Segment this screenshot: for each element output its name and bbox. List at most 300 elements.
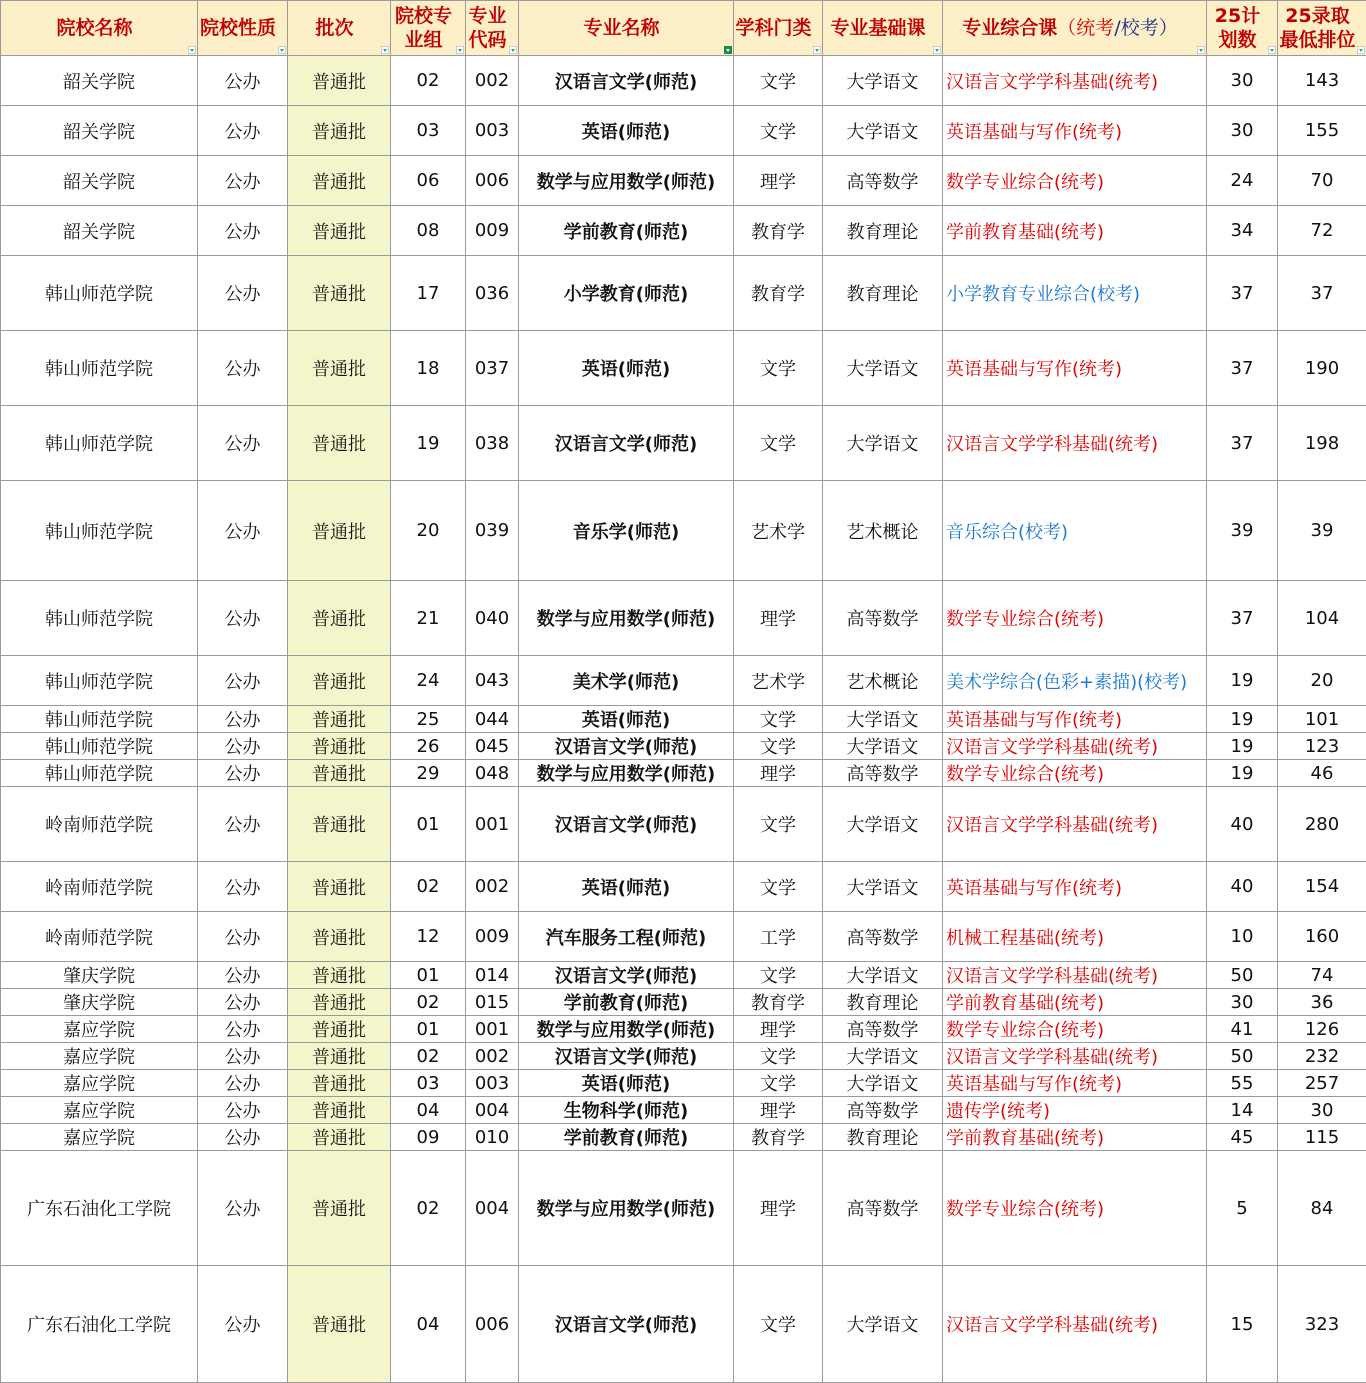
cell-plan[interactable]: 15	[1207, 1266, 1278, 1383]
cell-group[interactable]: 24	[391, 656, 466, 706]
cell-rank[interactable]: 323	[1278, 1266, 1366, 1383]
cell-basic[interactable]: 高等数学	[823, 912, 943, 962]
header-basic[interactable]: 专业基础课	[823, 1, 943, 56]
cell-code[interactable]: 014	[466, 962, 519, 989]
cell-plan[interactable]: 37	[1207, 331, 1278, 406]
cell-group[interactable]: 18	[391, 331, 466, 406]
cell-code[interactable]: 015	[466, 989, 519, 1016]
cell-category[interactable]: 教育学	[734, 206, 823, 256]
cell-code[interactable]: 040	[466, 581, 519, 656]
cell-code[interactable]: 002	[466, 56, 519, 106]
cell-code[interactable]: 010	[466, 1124, 519, 1151]
cell-category[interactable]: 文学	[734, 862, 823, 912]
cell-code[interactable]: 004	[466, 1151, 519, 1266]
cell-category[interactable]: 文学	[734, 1070, 823, 1097]
cell-rank[interactable]: 39	[1278, 481, 1366, 581]
cell-major[interactable]: 汉语言文学(师范)	[519, 1266, 734, 1383]
cell-batch[interactable]: 普通批	[288, 256, 391, 331]
cell-school[interactable]: 韩山师范学院	[1, 331, 198, 406]
cell-comprehensive[interactable]: 汉语言文学学科基础(统考)	[943, 733, 1207, 760]
cell-plan[interactable]: 5	[1207, 1151, 1278, 1266]
cell-basic[interactable]: 高等数学	[823, 1097, 943, 1124]
cell-category[interactable]: 理学	[734, 581, 823, 656]
cell-basic[interactable]: 大学语文	[823, 706, 943, 733]
cell-nature[interactable]: 公办	[198, 1124, 288, 1151]
cell-plan[interactable]: 50	[1207, 962, 1278, 989]
cell-major[interactable]: 汉语言文学(师范)	[519, 1043, 734, 1070]
cell-basic[interactable]: 教育理论	[823, 1124, 943, 1151]
cell-school[interactable]: 嘉应学院	[1, 1124, 198, 1151]
cell-rank[interactable]: 84	[1278, 1151, 1366, 1266]
cell-comprehensive[interactable]: 学前教育基础(统考)	[943, 206, 1207, 256]
cell-major[interactable]: 生物科学(师范)	[519, 1097, 734, 1124]
cell-basic[interactable]: 大学语文	[823, 787, 943, 862]
cell-category[interactable]: 工学	[734, 912, 823, 962]
cell-rank[interactable]: 143	[1278, 56, 1366, 106]
cell-comprehensive[interactable]: 数学专业综合(统考)	[943, 760, 1207, 787]
cell-rank[interactable]: 123	[1278, 733, 1366, 760]
header-category[interactable]: 学科门类	[734, 1, 823, 56]
table-row	[1, 656, 1366, 706]
cell-basic[interactable]: 大学语文	[823, 1043, 943, 1070]
cell-code[interactable]: 037	[466, 331, 519, 406]
header-comprehensive[interactable]: 专业综合课（统考/校考）	[943, 1, 1207, 56]
cell-plan[interactable]: 19	[1207, 706, 1278, 733]
cell-category[interactable]: 文学	[734, 106, 823, 156]
cell-batch[interactable]: 普通批	[288, 56, 391, 106]
filter-active-icon[interactable]	[724, 46, 732, 54]
cell-batch[interactable]: 普通批	[288, 912, 391, 962]
cell-major[interactable]: 数学与应用数学(师范)	[519, 156, 734, 206]
cell-category[interactable]: 理学	[734, 760, 823, 787]
cell-nature[interactable]: 公办	[198, 787, 288, 862]
cell-school[interactable]: 韶关学院	[1, 56, 198, 106]
cell-group[interactable]: 01	[391, 962, 466, 989]
cell-code[interactable]: 001	[466, 1016, 519, 1043]
cell-school[interactable]: 韩山师范学院	[1, 656, 198, 706]
cell-basic[interactable]: 大学语文	[823, 862, 943, 912]
cell-rank[interactable]: 126	[1278, 1016, 1366, 1043]
filter-dropdown-icon[interactable]	[813, 46, 821, 54]
cell-comprehensive[interactable]: 英语基础与写作(统考)	[943, 331, 1207, 406]
cell-plan[interactable]: 30	[1207, 989, 1278, 1016]
cell-code[interactable]: 044	[466, 706, 519, 733]
cell-batch[interactable]: 普通批	[288, 406, 391, 481]
cell-basic[interactable]: 艺术概论	[823, 656, 943, 706]
cell-comprehensive[interactable]: 学前教育基础(统考)	[943, 989, 1207, 1016]
cell-major[interactable]: 汉语言文学(师范)	[519, 56, 734, 106]
cell-category[interactable]: 艺术学	[734, 481, 823, 581]
cell-comprehensive[interactable]: 小学教育专业综合(校考)	[943, 256, 1207, 331]
cell-major[interactable]: 数学与应用数学(师范)	[519, 1016, 734, 1043]
cell-category[interactable]: 艺术学	[734, 656, 823, 706]
cell-rank[interactable]: 74	[1278, 962, 1366, 989]
cell-basic[interactable]: 大学语文	[823, 1266, 943, 1383]
cell-school[interactable]: 韩山师范学院	[1, 406, 198, 481]
filter-dropdown-icon[interactable]	[188, 46, 196, 54]
cell-comprehensive[interactable]: 英语基础与写作(统考)	[943, 1070, 1207, 1097]
cell-code[interactable]: 006	[466, 1266, 519, 1383]
cell-batch[interactable]: 普通批	[288, 1070, 391, 1097]
cell-basic[interactable]: 艺术概论	[823, 481, 943, 581]
cell-plan[interactable]: 45	[1207, 1124, 1278, 1151]
cell-nature[interactable]: 公办	[198, 706, 288, 733]
cell-batch[interactable]: 普通批	[288, 206, 391, 256]
cell-group[interactable]: 19	[391, 406, 466, 481]
cell-group[interactable]: 02	[391, 1043, 466, 1070]
cell-nature[interactable]: 公办	[198, 962, 288, 989]
cell-plan[interactable]: 39	[1207, 481, 1278, 581]
cell-plan[interactable]: 34	[1207, 206, 1278, 256]
header-school[interactable]: 院校名称	[1, 1, 198, 56]
cell-school[interactable]: 广东石油化工学院	[1, 1266, 198, 1383]
cell-code[interactable]: 036	[466, 256, 519, 331]
cell-nature[interactable]: 公办	[198, 760, 288, 787]
cell-code[interactable]: 009	[466, 206, 519, 256]
cell-batch[interactable]: 普通批	[288, 1124, 391, 1151]
cell-code[interactable]: 045	[466, 733, 519, 760]
cell-plan[interactable]: 19	[1207, 656, 1278, 706]
cell-major[interactable]: 汉语言文学(师范)	[519, 733, 734, 760]
cell-nature[interactable]: 公办	[198, 1070, 288, 1097]
cell-comprehensive[interactable]: 英语基础与写作(统考)	[943, 106, 1207, 156]
cell-batch[interactable]: 普通批	[288, 989, 391, 1016]
cell-school[interactable]: 韩山师范学院	[1, 581, 198, 656]
cell-nature[interactable]: 公办	[198, 1043, 288, 1070]
cell-comprehensive[interactable]: 美术学综合(色彩+素描)(校考)	[943, 656, 1207, 706]
cell-rank[interactable]: 232	[1278, 1043, 1366, 1070]
cell-nature[interactable]: 公办	[198, 106, 288, 156]
cell-comprehensive[interactable]: 汉语言文学学科基础(统考)	[943, 962, 1207, 989]
cell-group[interactable]: 26	[391, 733, 466, 760]
cell-school[interactable]: 岭南师范学院	[1, 787, 198, 862]
cell-rank[interactable]: 37	[1278, 256, 1366, 331]
filter-dropdown-icon[interactable]	[1357, 46, 1365, 54]
cell-group[interactable]: 20	[391, 481, 466, 581]
cell-category[interactable]: 理学	[734, 1016, 823, 1043]
cell-nature[interactable]: 公办	[198, 1097, 288, 1124]
cell-code[interactable]: 039	[466, 481, 519, 581]
cell-major[interactable]: 英语(师范)	[519, 862, 734, 912]
cell-comprehensive[interactable]: 汉语言文学学科基础(统考)	[943, 1266, 1207, 1383]
cell-nature[interactable]: 公办	[198, 1266, 288, 1383]
cell-basic[interactable]: 大学语文	[823, 962, 943, 989]
filter-dropdown-icon[interactable]	[1268, 46, 1276, 54]
cell-nature[interactable]: 公办	[198, 1016, 288, 1043]
cell-code[interactable]: 002	[466, 862, 519, 912]
header-plan[interactable]: 25计划数	[1207, 1, 1278, 56]
filter-dropdown-icon[interactable]	[456, 46, 464, 54]
table-row	[1, 106, 1366, 156]
cell-category[interactable]: 文学	[734, 787, 823, 862]
cell-group[interactable]: 02	[391, 989, 466, 1016]
cell-group[interactable]: 04	[391, 1266, 466, 1383]
cell-major[interactable]: 汽车服务工程(师范)	[519, 912, 734, 962]
cell-category[interactable]: 文学	[734, 962, 823, 989]
table-row	[1, 1043, 1366, 1070]
cell-rank[interactable]: 36	[1278, 989, 1366, 1016]
cell-batch[interactable]: 普通批	[288, 1016, 391, 1043]
cell-plan[interactable]: 40	[1207, 787, 1278, 862]
cell-school[interactable]: 韩山师范学院	[1, 733, 198, 760]
cell-plan[interactable]: 40	[1207, 862, 1278, 912]
header-batch[interactable]: 批次	[288, 1, 391, 56]
filter-dropdown-icon[interactable]	[278, 46, 286, 54]
cell-rank[interactable]: 46	[1278, 760, 1366, 787]
cell-comprehensive[interactable]: 汉语言文学学科基础(统考)	[943, 787, 1207, 862]
cell-batch[interactable]: 普通批	[288, 862, 391, 912]
cell-batch[interactable]: 普通批	[288, 733, 391, 760]
cell-nature[interactable]: 公办	[198, 862, 288, 912]
cell-major[interactable]: 音乐学(师范)	[519, 481, 734, 581]
cell-basic[interactable]: 大学语文	[823, 733, 943, 760]
cell-plan[interactable]: 24	[1207, 156, 1278, 206]
cell-nature[interactable]: 公办	[198, 156, 288, 206]
filter-dropdown-icon[interactable]	[381, 46, 389, 54]
cell-school[interactable]: 肇庆学院	[1, 962, 198, 989]
cell-major[interactable]: 英语(师范)	[519, 1070, 734, 1097]
cell-rank[interactable]: 154	[1278, 862, 1366, 912]
cell-group[interactable]: 29	[391, 760, 466, 787]
cell-code[interactable]: 038	[466, 406, 519, 481]
cell-batch[interactable]: 普通批	[288, 481, 391, 581]
cell-school[interactable]: 嘉应学院	[1, 1016, 198, 1043]
cell-comprehensive[interactable]: 数学专业综合(统考)	[943, 581, 1207, 656]
cell-comprehensive[interactable]: 遗传学(统考)	[943, 1097, 1207, 1124]
cell-major[interactable]: 学前教育(师范)	[519, 989, 734, 1016]
cell-basic[interactable]: 高等数学	[823, 581, 943, 656]
cell-batch[interactable]: 普通批	[288, 1151, 391, 1266]
cell-code[interactable]: 003	[466, 106, 519, 156]
cell-rank[interactable]: 115	[1278, 1124, 1366, 1151]
cell-basic[interactable]: 大学语文	[823, 106, 943, 156]
cell-major[interactable]: 汉语言文学(师范)	[519, 787, 734, 862]
cell-major[interactable]: 小学教育(师范)	[519, 256, 734, 331]
cell-group[interactable]: 06	[391, 156, 466, 206]
cell-batch[interactable]: 普通批	[288, 760, 391, 787]
cell-group[interactable]: 12	[391, 912, 466, 962]
cell-rank[interactable]: 257	[1278, 1070, 1366, 1097]
cell-rank[interactable]: 72	[1278, 206, 1366, 256]
cell-group[interactable]: 03	[391, 106, 466, 156]
filter-dropdown-icon[interactable]	[509, 46, 517, 54]
cell-nature[interactable]: 公办	[198, 656, 288, 706]
cell-nature[interactable]: 公办	[198, 733, 288, 760]
cell-comprehensive[interactable]: 英语基础与写作(统考)	[943, 862, 1207, 912]
cell-basic[interactable]: 高等数学	[823, 1151, 943, 1266]
cell-basic[interactable]: 大学语文	[823, 1070, 943, 1097]
cell-batch[interactable]: 普通批	[288, 787, 391, 862]
cell-category[interactable]: 文学	[734, 706, 823, 733]
cell-category[interactable]: 理学	[734, 156, 823, 206]
cell-plan[interactable]: 41	[1207, 1016, 1278, 1043]
cell-category[interactable]: 文学	[734, 331, 823, 406]
cell-basic[interactable]: 大学语文	[823, 56, 943, 106]
cell-school[interactable]: 嘉应学院	[1, 1097, 198, 1124]
cell-batch[interactable]: 普通批	[288, 962, 391, 989]
cell-school[interactable]: 韩山师范学院	[1, 706, 198, 733]
cell-comprehensive[interactable]: 英语基础与写作(统考)	[943, 706, 1207, 733]
cell-major[interactable]: 汉语言文学(师范)	[519, 962, 734, 989]
cell-code[interactable]: 004	[466, 1097, 519, 1124]
cell-basic[interactable]: 大学语文	[823, 406, 943, 481]
cell-school[interactable]: 广东石油化工学院	[1, 1151, 198, 1266]
cell-school[interactable]: 嘉应学院	[1, 1043, 198, 1070]
cell-school[interactable]: 韩山师范学院	[1, 256, 198, 331]
cell-rank[interactable]: 20	[1278, 656, 1366, 706]
cell-category[interactable]: 文学	[734, 406, 823, 481]
cell-batch[interactable]: 普通批	[288, 156, 391, 206]
cell-plan[interactable]: 14	[1207, 1097, 1278, 1124]
cell-comprehensive[interactable]: 汉语言文学学科基础(统考)	[943, 406, 1207, 481]
cell-school[interactable]: 嘉应学院	[1, 1070, 198, 1097]
cell-batch[interactable]: 普通批	[288, 331, 391, 406]
cell-group[interactable]: 02	[391, 56, 466, 106]
header-major[interactable]: 专业名称	[519, 1, 734, 56]
cell-rank[interactable]: 101	[1278, 706, 1366, 733]
header-nature[interactable]: 院校性质	[198, 1, 288, 56]
cell-plan[interactable]: 55	[1207, 1070, 1278, 1097]
cell-school[interactable]: 韩山师范学院	[1, 481, 198, 581]
cell-group[interactable]: 21	[391, 581, 466, 656]
cell-category[interactable]: 理学	[734, 1097, 823, 1124]
cell-nature[interactable]: 公办	[198, 256, 288, 331]
cell-school[interactable]: 韶关学院	[1, 206, 198, 256]
cell-category[interactable]: 教育学	[734, 989, 823, 1016]
cell-group[interactable]: 02	[391, 1151, 466, 1266]
cell-nature[interactable]: 公办	[198, 406, 288, 481]
cell-batch[interactable]: 普通批	[288, 581, 391, 656]
cell-code[interactable]: 048	[466, 760, 519, 787]
cell-plan[interactable]: 30	[1207, 56, 1278, 106]
cell-group[interactable]: 08	[391, 206, 466, 256]
cell-code[interactable]: 009	[466, 912, 519, 962]
cell-plan[interactable]: 37	[1207, 581, 1278, 656]
cell-major[interactable]: 数学与应用数学(师范)	[519, 760, 734, 787]
cell-category[interactable]: 教育学	[734, 256, 823, 331]
cell-comprehensive[interactable]: 数学专业综合(统考)	[943, 1016, 1207, 1043]
cell-plan[interactable]: 50	[1207, 1043, 1278, 1070]
cell-school[interactable]: 韶关学院	[1, 156, 198, 206]
cell-category[interactable]: 文学	[734, 56, 823, 106]
cell-rank[interactable]: 155	[1278, 106, 1366, 156]
cell-basic[interactable]: 高等数学	[823, 156, 943, 206]
cell-code[interactable]: 002	[466, 1043, 519, 1070]
cell-major[interactable]: 学前教育(师范)	[519, 206, 734, 256]
cell-major[interactable]: 数学与应用数学(师范)	[519, 581, 734, 656]
cell-comprehensive[interactable]: 汉语言文学学科基础(统考)	[943, 1043, 1207, 1070]
cell-comprehensive[interactable]: 数学专业综合(统考)	[943, 156, 1207, 206]
cell-school[interactable]: 韩山师范学院	[1, 760, 198, 787]
cell-major[interactable]: 英语(师范)	[519, 331, 734, 406]
filter-dropdown-icon[interactable]	[1197, 46, 1205, 54]
cell-category[interactable]: 文学	[734, 1266, 823, 1383]
header-code[interactable]: 专业代码	[466, 1, 519, 56]
cell-comprehensive[interactable]: 学前教育基础(统考)	[943, 1124, 1207, 1151]
cell-rank[interactable]: 104	[1278, 581, 1366, 656]
cell-category[interactable]: 理学	[734, 1151, 823, 1266]
cell-major[interactable]: 汉语言文学(师范)	[519, 406, 734, 481]
cell-batch[interactable]: 普通批	[288, 1043, 391, 1070]
cell-plan[interactable]: 19	[1207, 760, 1278, 787]
cell-rank[interactable]: 198	[1278, 406, 1366, 481]
header-group[interactable]: 院校专业组	[391, 1, 466, 56]
cell-batch[interactable]: 普通批	[288, 706, 391, 733]
cell-nature[interactable]: 公办	[198, 1151, 288, 1266]
cell-group[interactable]: 09	[391, 1124, 466, 1151]
cell-nature[interactable]: 公办	[198, 481, 288, 581]
cell-comprehensive[interactable]: 汉语言文学学科基础(统考)	[943, 56, 1207, 106]
cell-school[interactable]: 岭南师范学院	[1, 912, 198, 962]
cell-major[interactable]: 英语(师范)	[519, 706, 734, 733]
cell-plan[interactable]: 10	[1207, 912, 1278, 962]
cell-basic[interactable]: 教育理论	[823, 206, 943, 256]
cell-code[interactable]: 043	[466, 656, 519, 706]
cell-code[interactable]: 001	[466, 787, 519, 862]
cell-nature[interactable]: 公办	[198, 56, 288, 106]
cell-category[interactable]: 文学	[734, 1043, 823, 1070]
cell-code[interactable]: 003	[466, 1070, 519, 1097]
cell-group[interactable]: 01	[391, 787, 466, 862]
cell-rank[interactable]: 30	[1278, 1097, 1366, 1124]
cell-rank[interactable]: 160	[1278, 912, 1366, 962]
cell-nature[interactable]: 公办	[198, 206, 288, 256]
cell-plan[interactable]: 19	[1207, 733, 1278, 760]
cell-plan[interactable]: 37	[1207, 256, 1278, 331]
cell-category[interactable]: 文学	[734, 733, 823, 760]
cell-category[interactable]: 教育学	[734, 1124, 823, 1151]
header-rank[interactable]: 25录取最低排位	[1278, 1, 1366, 56]
cell-nature[interactable]: 公办	[198, 581, 288, 656]
cell-comprehensive[interactable]: 音乐综合(校考)	[943, 481, 1207, 581]
cell-code[interactable]: 006	[466, 156, 519, 206]
cell-plan[interactable]: 37	[1207, 406, 1278, 481]
cell-nature[interactable]: 公办	[198, 912, 288, 962]
cell-batch[interactable]: 普通批	[288, 106, 391, 156]
cell-batch[interactable]: 普通批	[288, 656, 391, 706]
cell-group[interactable]: 03	[391, 1070, 466, 1097]
cell-rank[interactable]: 280	[1278, 787, 1366, 862]
cell-plan[interactable]: 30	[1207, 106, 1278, 156]
cell-basic[interactable]: 教育理论	[823, 256, 943, 331]
cell-group[interactable]: 01	[391, 1016, 466, 1043]
cell-nature[interactable]: 公办	[198, 989, 288, 1016]
cell-group[interactable]: 25	[391, 706, 466, 733]
cell-rank[interactable]: 190	[1278, 331, 1366, 406]
cell-group[interactable]: 04	[391, 1097, 466, 1124]
cell-comprehensive[interactable]: 机械工程基础(统考)	[943, 912, 1207, 962]
cell-major[interactable]: 英语(师范)	[519, 106, 734, 156]
cell-basic[interactable]: 大学语文	[823, 331, 943, 406]
cell-rank[interactable]: 70	[1278, 156, 1366, 206]
cell-basic[interactable]: 高等数学	[823, 1016, 943, 1043]
cell-basic[interactable]: 教育理论	[823, 989, 943, 1016]
filter-dropdown-icon[interactable]	[933, 46, 941, 54]
cell-major[interactable]: 数学与应用数学(师范)	[519, 1151, 734, 1266]
cell-group[interactable]: 02	[391, 862, 466, 912]
cell-school[interactable]: 岭南师范学院	[1, 862, 198, 912]
cell-group[interactable]: 17	[391, 256, 466, 331]
cell-batch[interactable]: 普通批	[288, 1266, 391, 1383]
cell-school[interactable]: 肇庆学院	[1, 989, 198, 1016]
cell-school[interactable]: 韶关学院	[1, 106, 198, 156]
cell-basic[interactable]: 高等数学	[823, 760, 943, 787]
cell-batch[interactable]: 普通批	[288, 1097, 391, 1124]
cell-comprehensive[interactable]: 数学专业综合(统考)	[943, 1151, 1207, 1266]
cell-major[interactable]: 美术学(师范)	[519, 656, 734, 706]
cell-major[interactable]: 学前教育(师范)	[519, 1124, 734, 1151]
cell-nature[interactable]: 公办	[198, 331, 288, 406]
